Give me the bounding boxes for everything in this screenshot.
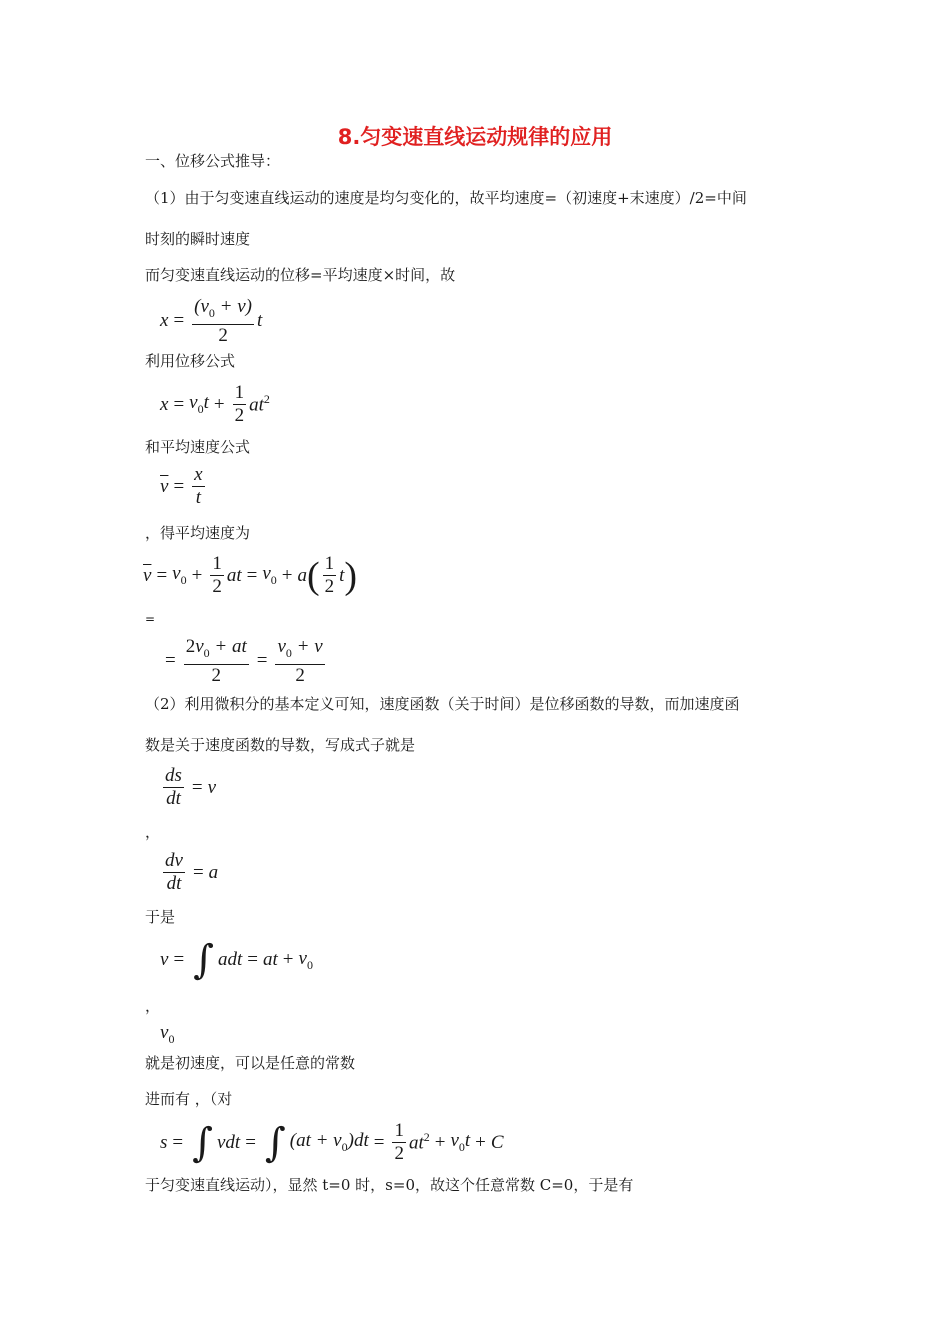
equation-displacement-formula: x = $v_0t$ + $\frac{1}{2}$ $at^2$: [160, 382, 270, 426]
equation-average-velocity-result: = $\frac{2v_0 + at}{2}$ = $\frac{v_0 + v}{2}$: [165, 636, 323, 686]
symbol-initial-velocity: $v_0$: [160, 1022, 175, 1046]
paragraph-3: 利用位移公式: [145, 352, 236, 370]
comma-separator-2: ，: [145, 997, 161, 1015]
paragraph-11: 于匀变速直线运动），显然 t=0 时，s=0，故这个任意常数 C=0，于是有: [145, 1176, 634, 1194]
equation-average-velocity: $\overline{v}$ = $\frac{x}{t}$: [160, 464, 203, 508]
paragraph-10: 进而有 ，（对: [145, 1090, 233, 1108]
paragraph-4: 和平均速度公式: [145, 438, 251, 456]
paragraph-2: 而匀变速直线运动的位移=平均速度×时间，故: [145, 266, 456, 284]
equals-sign-line: =: [145, 612, 156, 626]
paragraph-1-line-1: （1）由于匀变速直线运动的速度是均匀变化的，故平均速度=（初速度+末速度）/2=中间: [145, 189, 747, 207]
equation-acceleration-derivative: $\frac{dv}{dt}$ = a: [165, 850, 219, 894]
equation-displacement-average: x = $\frac{(v_0 + v)}{2}$ t: [160, 296, 263, 346]
paragraph-7-line-2: 数是关于速度函数的导数，写成式子就是: [145, 736, 416, 754]
paragraph-7-line-1: （2）利用微积分的基本定义可知，速度函数（关于时间）是位移函数的导数，而加速度函: [145, 695, 740, 713]
equation-velocity-derivative: $\frac{ds}{dt}$ = v: [165, 765, 217, 809]
equation-average-velocity-derivation: $\overline{v}$ = $v_0$ + $\frac{1}{2}$ at = $v_0$ + a ( $\frac{1}{2}$ t ): [143, 553, 358, 597]
comma-separator-1: ，: [145, 823, 161, 841]
equation-displacement-integral: s = ∫ vdt = ∫ $(at + v_0)dt$ = $\frac{1}{2}$ $at^2$ + $v_0t$ + C: [160, 1119, 504, 1166]
paragraph-5: ，得平均速度为: [145, 524, 251, 542]
paragraph-9: 就是初速度，可以是任意的常数: [145, 1054, 356, 1072]
page-title: 8.匀变速直线运动规律的应用: [337, 125, 613, 149]
section-heading: 一、位移公式推导：: [145, 152, 281, 170]
equation-velocity-integral: v = ∫ adt = at + $v_0$: [160, 937, 313, 983]
paragraph-1-line-2: 时刻的瞬时速度: [145, 230, 251, 248]
paragraph-8: 于是: [145, 908, 176, 926]
